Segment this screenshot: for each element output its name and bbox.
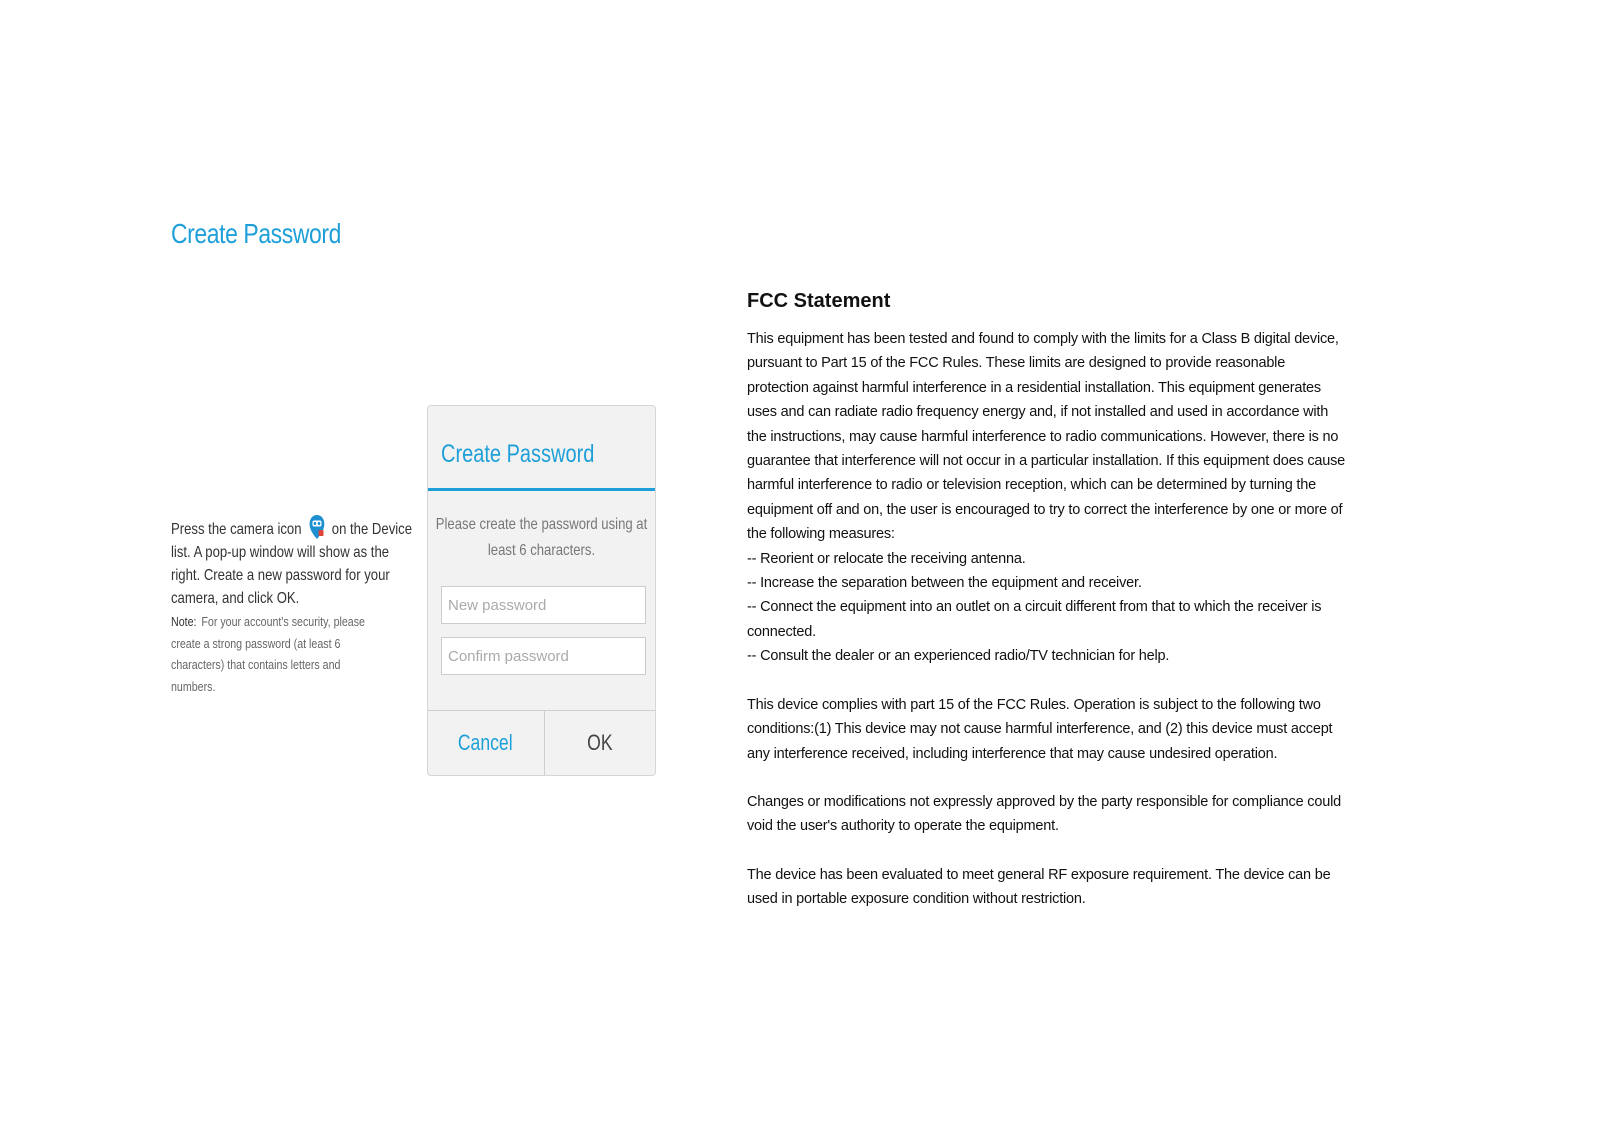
dialog-title: Create Password (441, 440, 595, 468)
fcc-paragraph-2: This device complies with part 15 of the FCC Rules. Operation is subject to the following two conditions:(1) This device may not cause harmful interference, and (2) this device must accept any interference received, including interference that may cause undesired operation. (747, 696, 1333, 762)
section-title: Create Password (171, 218, 341, 249)
instructions-after-icon: on the Device list. A pop-up window will show as the right. Create a new password for your camera, and click OK. (171, 521, 413, 607)
confirm-password-input[interactable] (441, 637, 646, 675)
instructions-text (171, 514, 417, 610)
paragraph-gap (747, 669, 1347, 693)
security-note (171, 611, 384, 697)
create-password-dialog (427, 405, 656, 776)
fcc-paragraph-3: Changes or modifications not expressly approved by the party responsible for compliance could void the user's authority to operate the equipment. (747, 793, 1341, 835)
fcc-measure-3: -- Connect the equipment into an outlet on a circuit different from that to which the receiver is connected. (747, 599, 1322, 640)
ok-button-label: OK (587, 730, 613, 755)
fcc-measure-1: -- Reorient or relocate the receiving antenna. (747, 550, 1026, 567)
note-text: For your account's security, please create a strong password (at least 6 characters) that contains letters and numbers. (171, 614, 365, 694)
cancel-button[interactable] (428, 711, 543, 775)
ok-button[interactable] (544, 711, 655, 775)
new-password-input[interactable] (441, 586, 646, 624)
dialog-title-divider (428, 488, 655, 491)
fcc-paragraph-4: The device has been evaluated to meet general RF exposure requirement. The device can be used in portable exposure condition without restriction. (747, 866, 1331, 908)
fcc-measure-2: -- Increase the separation between the equipment and receiver. (747, 575, 1142, 592)
cancel-button-label: Cancel (458, 730, 513, 755)
fcc-title: FCC Statement (747, 290, 891, 312)
camera-icon (308, 514, 324, 540)
dialog-message: Please create the password using at least 6 characters. (435, 516, 648, 559)
note-label: Note: (171, 614, 197, 629)
fcc-statement (747, 287, 1347, 912)
paragraph-gap (747, 839, 1347, 863)
paragraph-gap (747, 766, 1347, 790)
instructions-before-icon: Press the camera icon (171, 521, 302, 538)
fcc-measure-4: -- Consult the dealer or an experienced radio/TV technician for help. (747, 648, 1170, 665)
fcc-paragraph-1: This equipment has been tested and found to comply with the limits for a Class B digital device, pursuant to Part 15 of the FCC Rules. These limits are designed to provide reasonable protection against harmful interference in a residential installation. This equipment generates uses and can radiate radio frequency energy and, if not installed and used in accordance with the instructions, may cause harmful interference to radio communications. However, there is no guarantee that interference will not occur in a particular installation. If this equipment does cause harmful interference to radio or television reception, which can be determined by turning the equipment off and on, the user is encouraged to try to correct the interference by one or more of the following measures: (747, 331, 1346, 543)
